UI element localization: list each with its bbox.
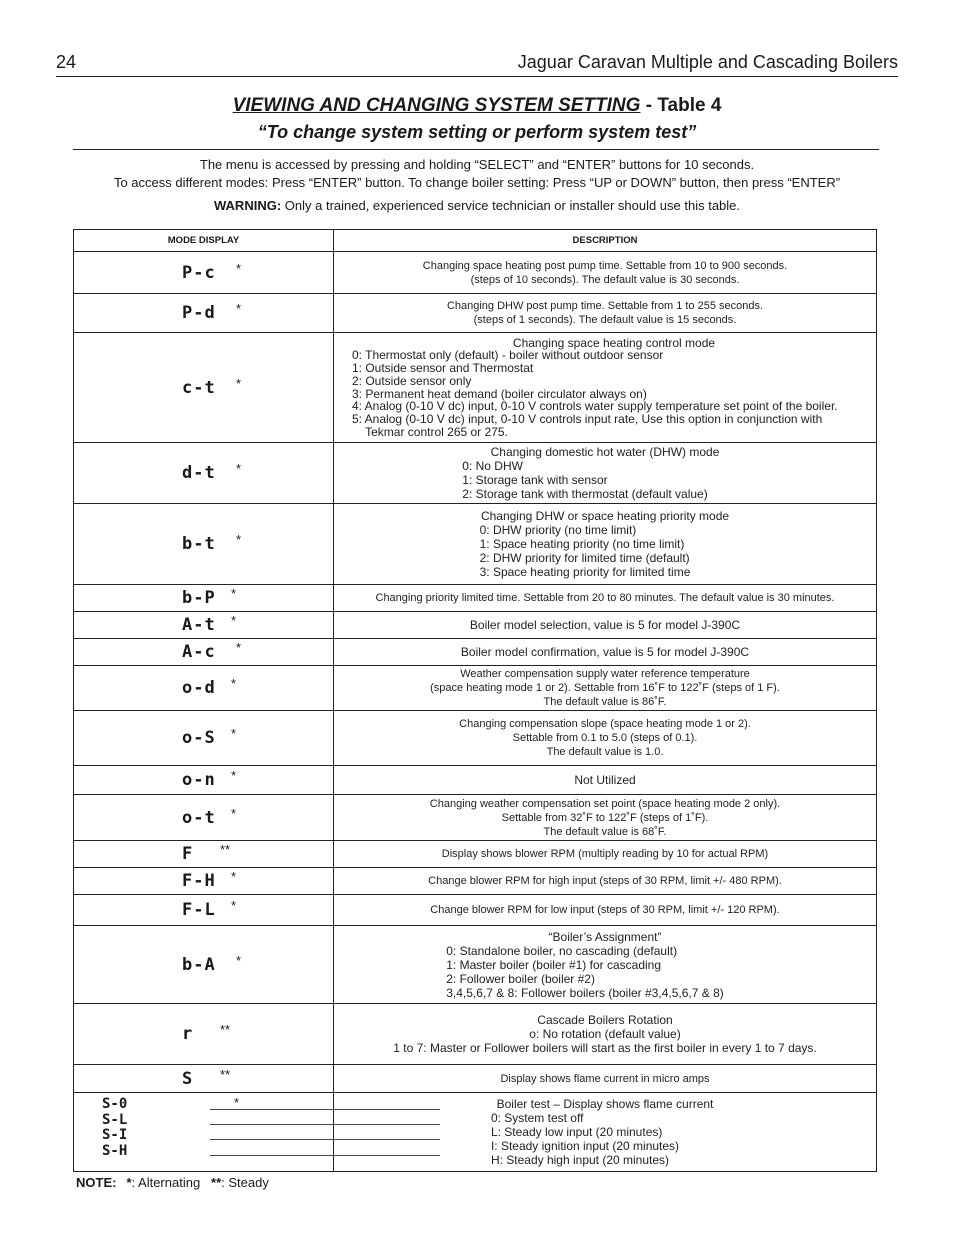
- table-row: [74, 585, 877, 612]
- table-row: [74, 1093, 877, 1172]
- test-mode-codes: [102, 1097, 127, 1159]
- description-line: L: Steady low input (20 minutes): [490, 1125, 663, 1139]
- note-single-mark: *: [126, 1175, 132, 1190]
- title-separator: -: [640, 95, 658, 116]
- mode-display-header: MODE DISPLAY: [74, 230, 334, 252]
- mode-display-cell: [74, 443, 334, 504]
- description-line: Changing DHW post pump time. Settable from 1 to 255 seconds.: [446, 300, 764, 312]
- description-line: Display shows blower RPM (multiply reading by 10 for actual RPM): [441, 848, 769, 860]
- test-mode-code: S-L: [102, 1111, 128, 1128]
- table-row: [74, 504, 877, 585]
- description-line: 2: DHW priority for limited time (default): [479, 551, 690, 565]
- description-cell: [334, 841, 877, 868]
- display-mode-mark: *: [236, 375, 242, 391]
- table-header-row: [74, 230, 877, 252]
- display-mode-mark: **: [220, 1022, 231, 1037]
- description-cell: [334, 612, 877, 639]
- mode-display-cell: [74, 666, 334, 711]
- table-row: [74, 252, 877, 294]
- table-row: [74, 639, 877, 666]
- mode-code: A-c: [182, 642, 216, 662]
- mode-code: P-d: [182, 303, 216, 323]
- mode-code: o-n: [182, 770, 216, 790]
- note: [76, 1175, 269, 1190]
- display-mode-mark: *: [236, 461, 242, 476]
- display-mode-mark: *: [231, 869, 237, 884]
- leader-line: [210, 1109, 440, 1110]
- table-row: [74, 1065, 877, 1093]
- description-line: 3: Permanent heat demand (boiler circulator always on): [352, 386, 647, 401]
- description-cell: [334, 711, 877, 766]
- table-row: [74, 766, 877, 795]
- section-subtitle: “To change system setting or perform system test”: [257, 122, 697, 142]
- mode-code: A-t: [182, 615, 216, 635]
- display-mode-mark: *: [231, 726, 237, 741]
- description-line: 0: No DHW: [462, 459, 523, 473]
- mode-display-cell: [74, 639, 334, 666]
- description-line: 0: Standalone boiler, no cascading (default): [446, 943, 678, 958]
- description-header: DESCRIPTION: [334, 230, 877, 252]
- mode-code: o-d: [182, 678, 216, 698]
- test-mode-code: S-0: [102, 1096, 128, 1112]
- description-line: Not Utilized: [574, 773, 636, 787]
- mode-code: S: [182, 1068, 194, 1089]
- display-mode-mark: *: [231, 898, 237, 913]
- description-heading: Changing DHW or space heating priority mode: [480, 509, 730, 523]
- description-line: The default value is 68˚F.: [543, 825, 667, 838]
- table-row: [74, 612, 877, 639]
- option-list: [446, 944, 723, 1000]
- description-line: Tekmar control 265 or 275.: [352, 424, 508, 439]
- table-row: [74, 333, 877, 443]
- display-mode-mark: **: [220, 1066, 231, 1082]
- mode-code: r: [182, 1024, 194, 1044]
- note-double-text: : Steady: [221, 1175, 269, 1190]
- description-cell: [334, 294, 877, 333]
- display-mode-mark: **: [220, 842, 231, 857]
- description-cell: [334, 443, 877, 504]
- mode-display-cell: [74, 504, 334, 585]
- display-mode-mark: *: [236, 952, 242, 968]
- description-cell: [334, 795, 877, 841]
- description-line: Boiler model confirmation, value is 5 for model J-390C: [460, 645, 750, 659]
- test-mode-code: S-I: [102, 1127, 128, 1143]
- mode-display-cell: [74, 1065, 334, 1093]
- table-row: [74, 666, 877, 711]
- table-row: [74, 294, 877, 333]
- description-cell: [334, 926, 877, 1004]
- test-mode-code: S-H: [102, 1142, 128, 1159]
- mode-code: F-L: [182, 900, 216, 920]
- section-title-main: VIEWING AND CHANGING SYSTEM SETTING: [232, 95, 641, 116]
- mode-display-cell: [74, 766, 334, 795]
- description-cell: [334, 1093, 877, 1172]
- display-mode-mark: *: [234, 1095, 240, 1110]
- mode-code: b-t: [182, 534, 216, 554]
- description-heading: “Boiler’s Assignment”: [548, 929, 662, 944]
- description-heading: Changing domestic hot water (DHW) mode: [490, 445, 720, 459]
- display-mode-mark: *: [236, 301, 242, 316]
- section-title: [0, 95, 954, 117]
- note-double-mark: **: [211, 1175, 222, 1190]
- description-line: I: Steady ignition input (20 minutes): [490, 1139, 680, 1153]
- description-line: 1: Master boiler (boiler #1) for cascading: [446, 957, 662, 972]
- page-header: [56, 50, 898, 77]
- description-line: 3: Space heating priority for limited time: [479, 565, 691, 579]
- page-number: 24: [56, 52, 77, 72]
- description-line: o: No rotation (default value): [529, 1027, 681, 1041]
- table-reference: Table 4: [657, 95, 722, 116]
- table-row: [74, 1004, 877, 1065]
- description-cell: [334, 1004, 877, 1065]
- mode-code: o-S: [182, 728, 216, 748]
- table-row: [74, 868, 877, 895]
- display-mode-mark: *: [236, 260, 242, 276]
- description-heading: Boiler test – Display shows flame current: [496, 1097, 714, 1111]
- description-line: (steps of 10 seconds). The default value is 30 seconds.: [470, 273, 740, 286]
- description-cell: [334, 639, 877, 666]
- description-line: Changing space heating post pump time. Settable from 10 to 900 seconds.: [422, 259, 788, 272]
- mode-display-cell: [74, 711, 334, 766]
- option-list: [462, 459, 707, 501]
- mode-display-cell: [74, 252, 334, 294]
- description-cell: [334, 504, 877, 585]
- mode-display-cell: [74, 612, 334, 639]
- description-line: 1 to 7: Master or Follower boilers will start as the first boiler in every 1 to 7 days.: [393, 1041, 817, 1055]
- description-line: Changing priority limited time. Settable from 20 to 80 minutes. The default value is 30 minutes.: [375, 592, 835, 604]
- table-row: [74, 795, 877, 841]
- mode-code: F: [182, 844, 194, 864]
- description-line: Boiler model selection, value is 5 for model J-390C: [469, 618, 741, 632]
- mode-display-cell: [74, 895, 334, 926]
- description-line: 1: Storage tank with sensor: [462, 473, 608, 487]
- warning-body: Only a trained, experienced service technician or installer should use this table.: [281, 198, 741, 213]
- description-heading: Changing space heating control mode: [512, 335, 716, 350]
- leader-line: [210, 1139, 440, 1140]
- display-mode-mark: *: [231, 805, 237, 821]
- mode-display-cell: [74, 1004, 334, 1065]
- display-mode-mark: *: [236, 532, 242, 547]
- table-row: [74, 443, 877, 504]
- description-line: Display shows flame current in micro amps: [500, 1072, 710, 1085]
- display-mode-mark: *: [231, 676, 237, 691]
- display-mode-mark: *: [231, 586, 237, 601]
- intro-text: [0, 156, 954, 191]
- mode-code: o-t: [182, 807, 216, 828]
- description-cell: [334, 252, 877, 294]
- warning-label: WARNING:: [213, 198, 282, 213]
- description-cell: [334, 333, 877, 443]
- description-cell: [334, 1065, 877, 1093]
- note-single-text: : Alternating: [131, 1175, 201, 1190]
- description-cell: [334, 895, 877, 926]
- display-mode-mark: *: [231, 613, 237, 628]
- description-line: (space heating mode 1 or 2). Settable from 16˚F to 122˚F (steps of 1 F).: [430, 682, 780, 694]
- description-line: 4: Analog (0-10 V dc) input, 0-10 V controls water supply temperature set point of the boiler.: [352, 399, 838, 414]
- mode-display-cell: [74, 868, 334, 895]
- note-label: NOTE:: [76, 1175, 117, 1190]
- description-line: 0: System test off: [490, 1111, 584, 1125]
- mode-code: b-P: [182, 588, 216, 608]
- mode-display-cell: [74, 294, 334, 333]
- description-line: Settable from 0.1 to 5.0 (steps of 0.1).: [512, 732, 698, 744]
- description-line: H: Steady high input (20 minutes): [490, 1153, 670, 1167]
- table-row: [74, 711, 877, 766]
- mode-code: c-t: [182, 377, 216, 398]
- mode-code: F-H: [182, 871, 216, 891]
- warning-text: [0, 198, 954, 213]
- mode-code: d-t: [182, 463, 216, 483]
- description-line: Settable from 32˚F to 122˚F (steps of 1˚F).: [501, 811, 709, 824]
- description-line: 2: Follower boiler (boiler #2): [446, 971, 595, 986]
- table-row: [74, 926, 877, 1004]
- description-line: Changing compensation slope (space heating mode 1 or 2).: [459, 718, 751, 730]
- leader-line: [210, 1155, 440, 1156]
- system-settings-table: [73, 229, 877, 1172]
- mode-display-cell: [74, 333, 334, 443]
- mode-display-cell: [74, 795, 334, 841]
- description-line: 3,4,5,6,7 & 8: Follower boilers (boiler #3,4,5,6,7 & 8): [446, 985, 724, 1000]
- mode-display-cell: [74, 585, 334, 612]
- table-row: [74, 841, 877, 868]
- description-line: Changing weather compensation set point (space heating mode 2 only).: [429, 797, 781, 810]
- description-line: 0: DHW priority (no time limit): [479, 523, 637, 537]
- display-mode-mark: *: [236, 640, 242, 655]
- description-line: The default value is 1.0.: [546, 746, 664, 758]
- description-cell: [334, 585, 877, 612]
- intro-line-1: The menu is accessed by pressing and holding “SELECT” and “ENTER” buttons for 10 seconds.: [199, 157, 755, 172]
- option-list: [480, 523, 691, 579]
- display-mode-mark: *: [231, 768, 237, 783]
- running-title: Jaguar Caravan Multiple and Cascading Boilers: [517, 52, 898, 72]
- table-row: [74, 895, 877, 926]
- title-divider: [73, 149, 879, 150]
- description-line: Change blower RPM for low input (steps of 30 RPM, limit +/- 120 RPM).: [430, 904, 780, 916]
- description-line: 2: Storage tank with thermostat (default value): [462, 487, 708, 501]
- option-list: [491, 1111, 679, 1167]
- description-line: Weather compensation supply water reference temperature: [460, 668, 750, 680]
- mode-display-cell: [74, 841, 334, 868]
- description-cell: [334, 666, 877, 711]
- description-cell: [334, 766, 877, 795]
- description-line: Change blower RPM for high input (steps of 30 RPM, limit +/- 480 RPM).: [428, 875, 782, 887]
- description-line: Cascade Boilers Rotation: [537, 1013, 673, 1027]
- description-line: 2: Outside sensor only: [352, 373, 472, 388]
- intro-line-2: To access different modes: Press “ENTER” button. To change boiler setting: Press “UP or DOWN” button, then press “ENTER”: [113, 174, 841, 190]
- description-line: 1: Outside sensor and Thermostat: [352, 361, 534, 376]
- description-line: The default value is 86˚F.: [543, 696, 667, 708]
- description-line: (steps of 1 seconds). The default value is 15 seconds.: [473, 314, 737, 326]
- mode-code: P-c: [182, 262, 216, 283]
- description-cell: [334, 868, 877, 895]
- mode-display-cell: [74, 926, 334, 1004]
- leader-line: [210, 1124, 440, 1125]
- mode-code: b-A: [182, 954, 216, 975]
- description-line: 0: Thermostat only (default) - boiler without outdoor sensor: [352, 348, 664, 363]
- description-line: 1: Space heating priority (no time limit): [479, 537, 685, 551]
- description-line: 5: Analog (0-10 V dc) input, 0-10 V controls input rate, Use this option in conjunction with: [352, 411, 823, 426]
